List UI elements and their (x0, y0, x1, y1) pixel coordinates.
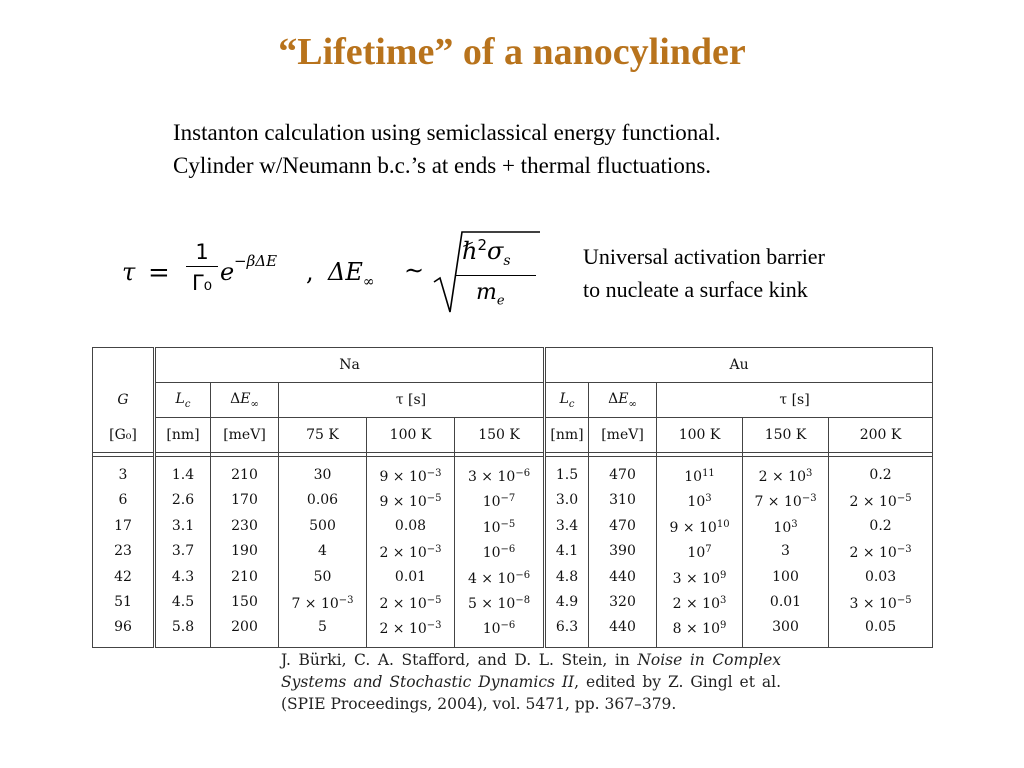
lifetime-table (92, 347, 932, 648)
cell-au-de: 390 (589, 539, 657, 564)
cell-au-t200: 0.2 (829, 457, 933, 489)
cell-au-t200: $2 \times 10^{-3}$ (829, 539, 933, 564)
barrier-note-line-2: to nucleate a surface kink (583, 277, 808, 302)
group-header-au: Au (545, 348, 933, 383)
cell-na-t75: 0.06 (279, 488, 367, 513)
formula-delta-e-inf (328, 258, 375, 290)
cell-au-t100: $3 \times 10^9$ (657, 565, 743, 590)
formula-comma: , (306, 258, 314, 286)
reference-citation (281, 649, 781, 715)
formula-sqrt-denominator (476, 280, 505, 308)
formula-denominator: Γ₀ (191, 271, 213, 295)
formula-delta-e: ΔE (328, 258, 363, 286)
cell-na-t75: 4 (279, 539, 367, 564)
lifetime-formula (122, 228, 542, 320)
cell-au-t150: $2 \times 10^3$ (743, 457, 829, 489)
cell-na-t150: $10^{-5}$ (455, 514, 545, 539)
barrier-note-line-1: Universal activation barrier (583, 244, 825, 269)
cell-au-lc: 3.0 (545, 488, 589, 513)
unit-au-de: [meV] (589, 418, 657, 453)
temp-na-75: 75 K (279, 418, 367, 453)
cell-au-t200: 0.05 (829, 615, 933, 647)
cell-na-t150: $10^{-7}$ (455, 488, 545, 513)
cell-na-lc: 4.3 (155, 565, 211, 590)
cell-au-lc: 4.1 (545, 539, 589, 564)
formula-sim: ∼ (404, 256, 425, 284)
reference-suffix: , edited by Z. Gingl et al. (SPIE Proceedings, 2004), vol. 5471, pp. 367–379. (281, 673, 781, 713)
cell-na-lc: 2.6 (155, 488, 211, 513)
cell-g: 3 (93, 457, 155, 489)
cell-na-t100: 0.01 (367, 565, 455, 590)
cell-na-t100: 0.08 (367, 514, 455, 539)
cell-na-lc: 4.5 (155, 590, 211, 615)
formula-equals: = (148, 258, 170, 288)
col-header-na-lc: $L_c$ (155, 383, 211, 418)
cell-na-t100: $9 \times 10^{-3}$ (367, 457, 455, 489)
cell-au-t100: $8 \times 10^9$ (657, 615, 743, 647)
formula-sigma: σ (487, 237, 504, 265)
cell-au-t150: 300 (743, 615, 829, 647)
unit-na-de: [meV] (211, 418, 279, 453)
formula-sigma-sub: s (503, 252, 511, 269)
cell-na-de: 200 (211, 615, 279, 647)
unit-g: [G₀] (93, 418, 155, 453)
cell-na-lc: 3.1 (155, 514, 211, 539)
table-row (93, 615, 933, 647)
temp-au-200: 200 K (829, 418, 933, 453)
barrier-note (583, 240, 825, 306)
cell-au-de: 470 (589, 457, 657, 489)
cell-au-t100: $10^{11}$ (657, 457, 743, 489)
formula-delta-e-sub: ∞ (362, 273, 375, 290)
subtitle-block (173, 116, 721, 182)
cell-au-de: 440 (589, 615, 657, 647)
cell-au-t200: $3 \times 10^{-5}$ (829, 590, 933, 615)
unit-na-lc: [nm] (155, 418, 211, 453)
cell-na-t150: $5 \times 10^{-8}$ (455, 590, 545, 615)
cell-na-de: 230 (211, 514, 279, 539)
cell-na-t75: 500 (279, 514, 367, 539)
cell-na-de: 150 (211, 590, 279, 615)
formula-mass-sub: e (496, 293, 505, 309)
table-row (93, 514, 933, 539)
cell-au-t100: $10^3$ (657, 488, 743, 513)
reference-prefix: J. Bürki, C. A. Stafford, and D. L. Stein, in (281, 651, 638, 669)
formula-hbar-power: 2 (477, 236, 488, 254)
cell-g: 23 (93, 539, 155, 564)
cell-au-de: 470 (589, 514, 657, 539)
cell-na-lc: 1.4 (155, 457, 211, 489)
col-header-na-tau: τ [s] (279, 383, 545, 418)
cell-g: 6 (93, 488, 155, 513)
formula-mass: m (476, 280, 497, 305)
group-header-na: Na (155, 348, 545, 383)
page-title: “Lifetime” of a nanocylinder (278, 31, 746, 73)
temp-na-100: 100 K (367, 418, 455, 453)
cell-na-t75: 50 (279, 565, 367, 590)
cell-na-lc: 3.7 (155, 539, 211, 564)
cell-na-t150: $3 \times 10^{-6}$ (455, 457, 545, 489)
formula-prefactor (184, 240, 220, 295)
cell-na-de: 210 (211, 457, 279, 489)
cell-na-t150: $10^{-6}$ (455, 539, 545, 564)
formula-exponent: −βΔE (234, 252, 278, 270)
cell-au-t150: $10^3$ (743, 514, 829, 539)
cell-au-t200: 0.2 (829, 514, 933, 539)
formula-numerator: 1 (195, 240, 209, 264)
cell-au-t150: 0.01 (743, 590, 829, 615)
cell-au-t200: $2 \times 10^{-5}$ (829, 488, 933, 513)
table-row (93, 488, 933, 513)
col-header-na-de: $\Delta E_\infty$ (211, 383, 279, 418)
cell-au-lc: 1.5 (545, 457, 589, 489)
col-header-g: G (93, 383, 155, 418)
cell-au-t150: 3 (743, 539, 829, 564)
temp-au-100: 100 K (657, 418, 743, 453)
cell-g: 17 (93, 514, 155, 539)
temp-au-150: 150 K (743, 418, 829, 453)
table-row (93, 565, 933, 590)
header-empty (93, 348, 155, 383)
cell-g: 42 (93, 565, 155, 590)
cell-na-t100: $2 \times 10^{-5}$ (367, 590, 455, 615)
cell-na-t75: 5 (279, 615, 367, 647)
cell-na-de: 170 (211, 488, 279, 513)
unit-au-lc: [nm] (545, 418, 589, 453)
cell-na-t100: $9 \times 10^{-5}$ (367, 488, 455, 513)
cell-au-t150: 100 (743, 565, 829, 590)
cell-au-lc: 6.3 (545, 615, 589, 647)
table-row (93, 590, 933, 615)
cell-au-t100: $2 \times 10^3$ (657, 590, 743, 615)
table-row (93, 457, 933, 489)
cell-na-lc: 5.8 (155, 615, 211, 647)
temp-na-150: 150 K (455, 418, 545, 453)
cell-au-lc: 4.9 (545, 590, 589, 615)
reference-book: Noise in Complex Systems and Stochastic Dynamics II (281, 651, 781, 691)
cell-au-de: 440 (589, 565, 657, 590)
table-body (93, 457, 933, 648)
subtitle-line-2: Cylinder w/Neumann b.c.’s at ends + thermal fluctuations. (173, 153, 712, 178)
cell-na-t75: $7 \times 10^{-3}$ (279, 590, 367, 615)
cell-na-t150: $10^{-6}$ (455, 615, 545, 647)
cell-au-t100: $10^7$ (657, 539, 743, 564)
cell-au-t150: $7 \times 10^{-3}$ (743, 488, 829, 513)
cell-g: 96 (93, 615, 155, 647)
subtitle-line-1: Instanton calculation using semiclassical energy functional. (173, 120, 721, 145)
formula-exp-base: e (220, 258, 235, 286)
formula-sqrt-numerator (462, 236, 511, 269)
col-header-au-lc: $L_c$ (545, 383, 589, 418)
cell-na-t100: $2 \times 10^{-3}$ (367, 539, 455, 564)
col-header-au-de: $\Delta E_\infty$ (589, 383, 657, 418)
formula-sqrt-fraction-bar (456, 275, 536, 276)
cell-na-de: 190 (211, 539, 279, 564)
cell-au-de: 320 (589, 590, 657, 615)
cell-na-de: 210 (211, 565, 279, 590)
cell-au-de: 310 (589, 488, 657, 513)
cell-au-t100: $9 \times 10^{10}$ (657, 514, 743, 539)
col-header-au-tau: τ [s] (657, 383, 933, 418)
cell-g: 51 (93, 590, 155, 615)
cell-na-t75: 30 (279, 457, 367, 489)
cell-au-lc: 4.8 (545, 565, 589, 590)
table-row (93, 539, 933, 564)
formula-tau: τ (122, 258, 136, 286)
cell-na-t150: $4 \times 10^{-6}$ (455, 565, 545, 590)
cell-au-lc: 3.4 (545, 514, 589, 539)
cell-au-t200: 0.03 (829, 565, 933, 590)
formula-hbar: ℏ (462, 237, 478, 265)
cell-na-t100: $2 \times 10^{-3}$ (367, 615, 455, 647)
